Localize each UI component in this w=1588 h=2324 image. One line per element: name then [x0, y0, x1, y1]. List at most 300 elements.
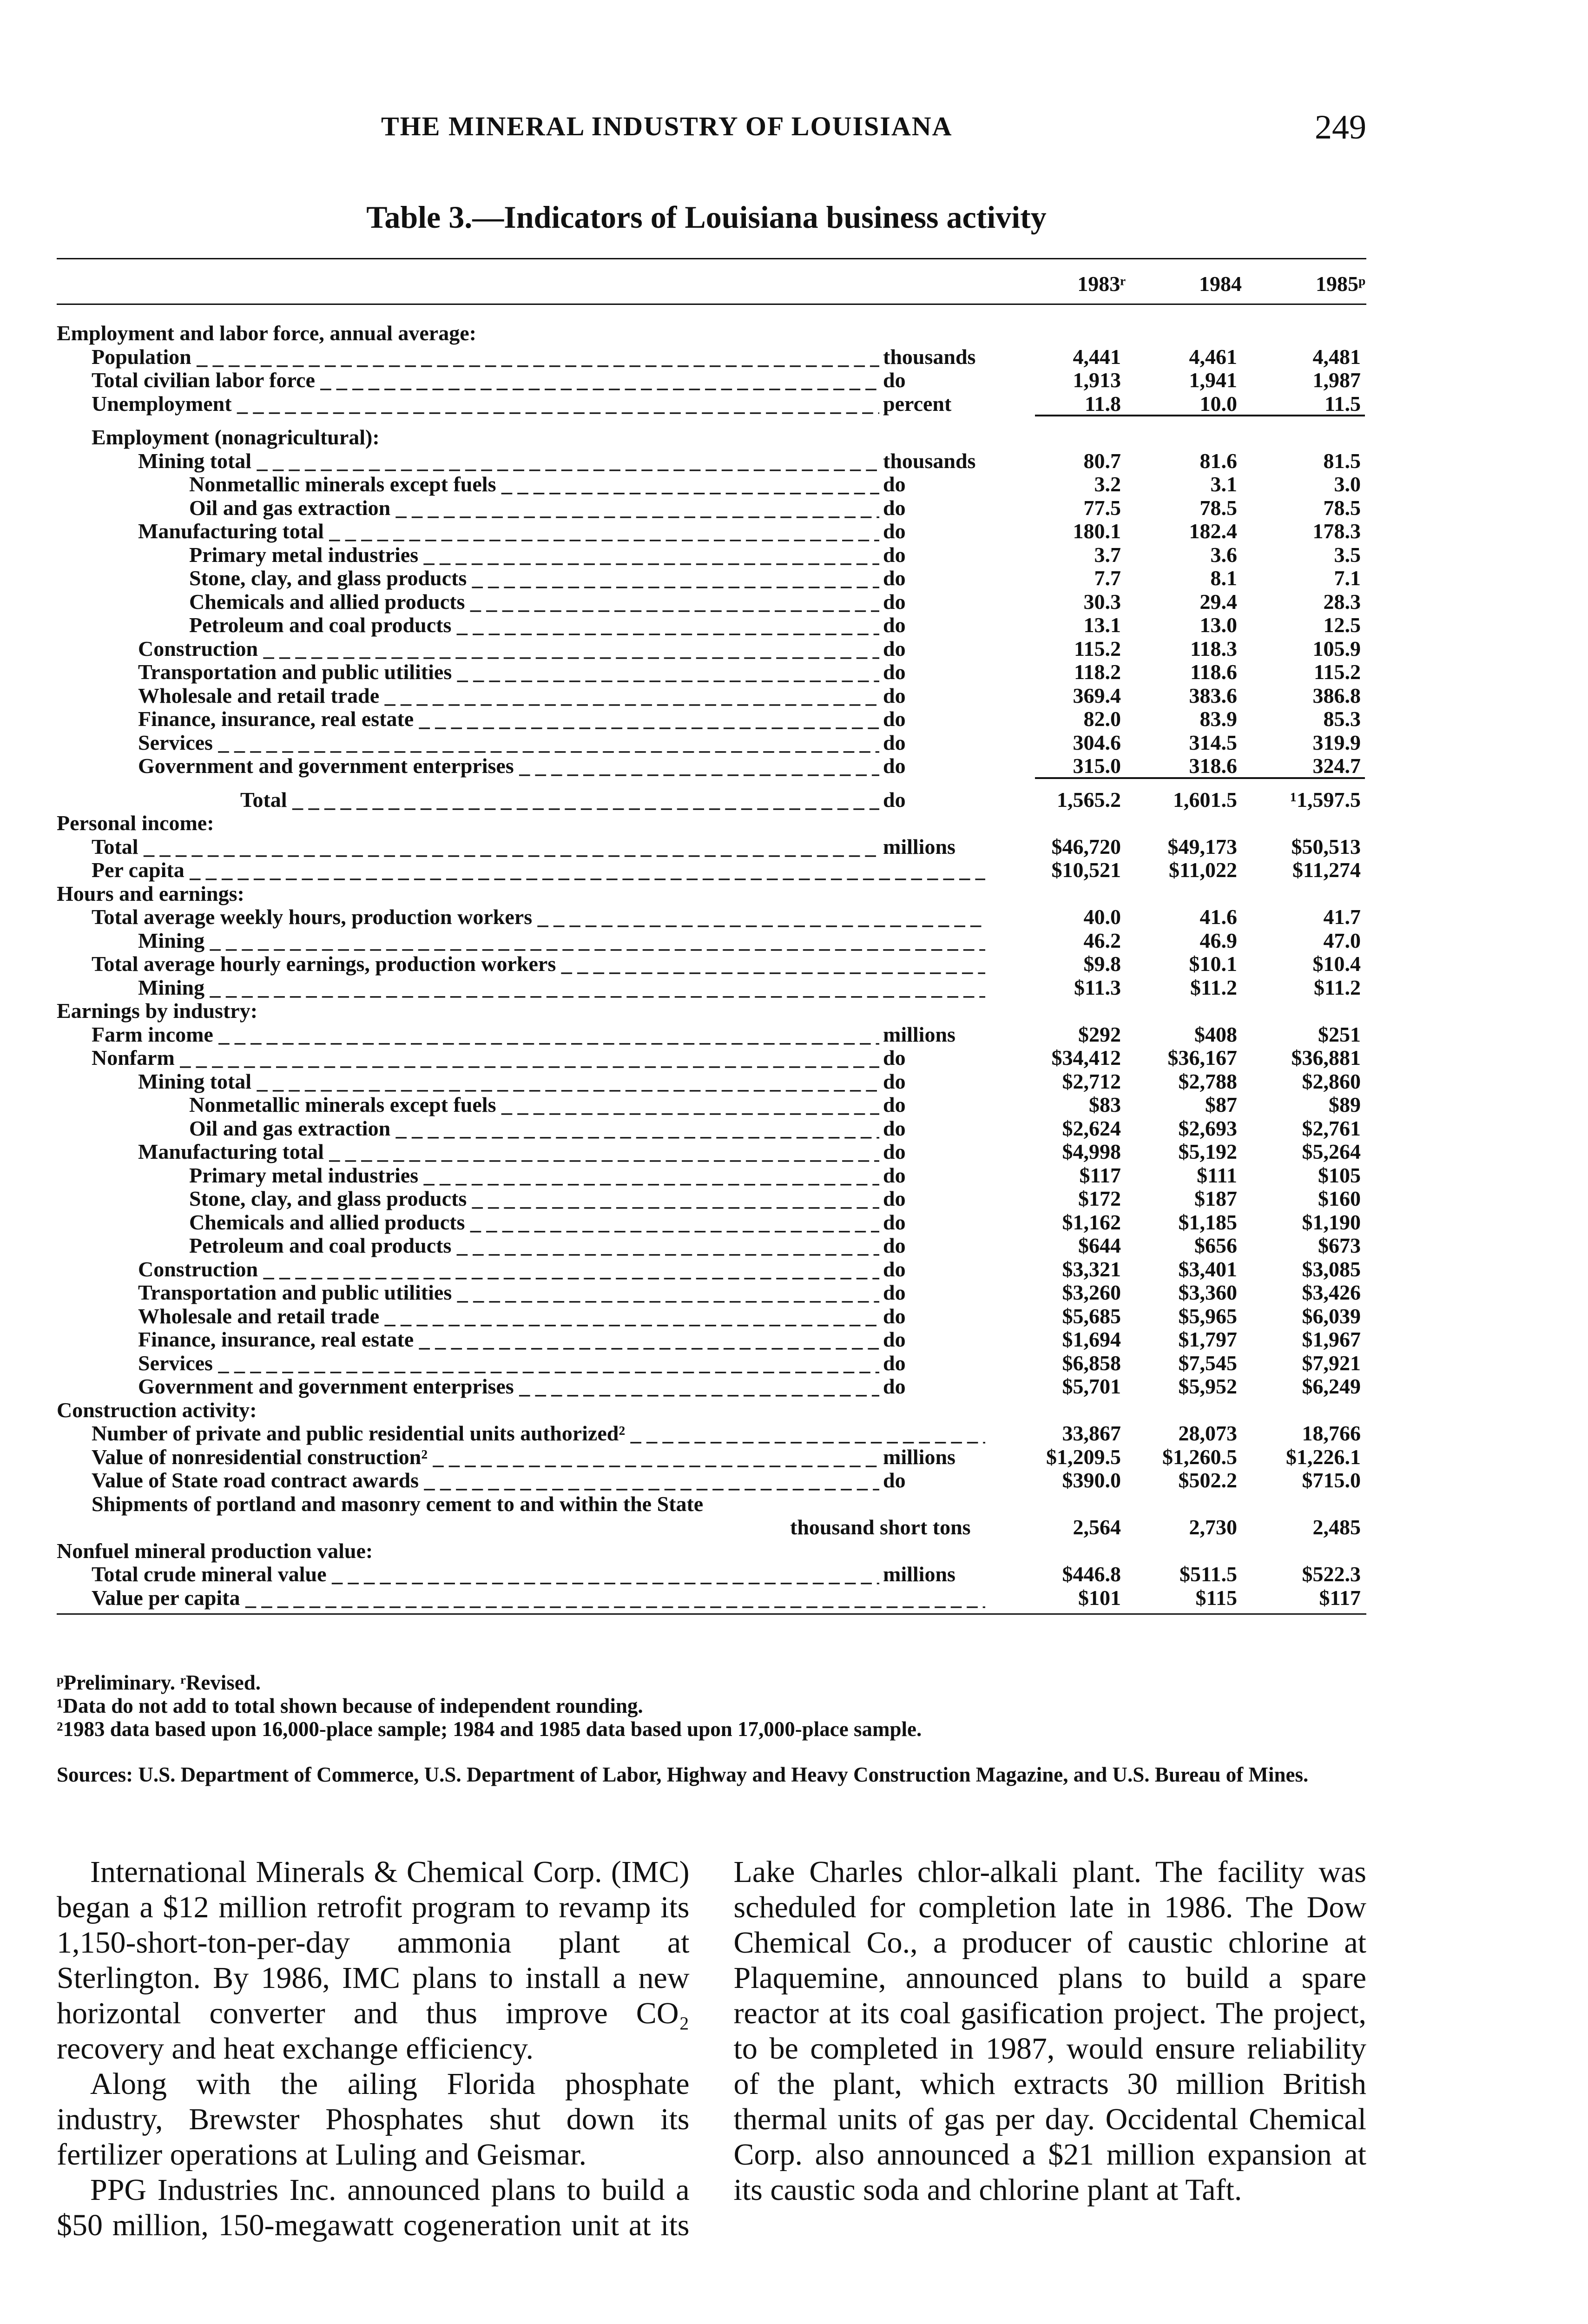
row-value-1984: 29.4	[1199, 589, 1237, 614]
row-value-1985: 3.5	[1334, 542, 1361, 567]
row-value-1984: 118.3	[1190, 636, 1237, 660]
row-value-1985: 81.5	[1323, 449, 1361, 473]
row-label: Manufacturing total _ _ _	[57, 1140, 985, 1164]
table-body	[57, 322, 1366, 1610]
row-unit: do	[879, 520, 985, 543]
row-value-1984: 81.6	[1199, 449, 1237, 473]
row-value-1984: $111	[1197, 1163, 1237, 1187]
row-label: Construction _ _ _	[57, 637, 985, 661]
row-label-cell	[57, 1539, 985, 1563]
row-label: Oil and gas extraction _ _ _	[57, 496, 985, 520]
row-label-cell	[57, 1563, 985, 1586]
table-row	[57, 520, 1366, 543]
row-value-1983: $11.3	[1074, 975, 1121, 999]
row-label-cell	[57, 520, 985, 543]
table-section-heading	[57, 1539, 1366, 1563]
row-value-1984: $2,693	[1178, 1116, 1237, 1140]
row-value-1984: 1,601.5	[1173, 787, 1237, 812]
table-row	[57, 1352, 1366, 1375]
table-row	[57, 1234, 1366, 1258]
row-label-cell	[57, 345, 985, 369]
table-row	[57, 637, 1366, 661]
row-label: Total crude mineral value _ _ _	[57, 1563, 985, 1586]
row-value-1983: 13.1	[1083, 613, 1121, 637]
row-label-cell	[57, 1070, 985, 1094]
row-value-1983: 33,867	[1062, 1421, 1121, 1445]
row-label-cell	[57, 637, 985, 661]
row-value-1983: $1,694	[1062, 1327, 1121, 1351]
row-label: Value of nonresidential construction² _ _ _	[57, 1446, 985, 1469]
row-value-1985: $5,264	[1302, 1140, 1361, 1163]
table-column-header	[57, 259, 1366, 305]
row-value-1985: $11.2	[1314, 975, 1361, 999]
row-unit: do	[879, 1046, 985, 1070]
row-label: Farm income _ _ _	[57, 1023, 985, 1047]
row-label: Total average hourly earnings, production workers _ _ _	[57, 952, 985, 976]
row-value-1985: 78.5	[1323, 495, 1361, 520]
row-value-1983: 115.2	[1074, 636, 1121, 660]
row-value-1983: $10,521	[1051, 858, 1121, 882]
row-label: Chemicals and allied products _ _ _	[57, 590, 985, 614]
row-value-1984: 41.6	[1199, 905, 1237, 929]
row-value-1984: 2,730	[1189, 1515, 1237, 1539]
table-row	[57, 929, 1366, 953]
row-value-1983: $1,209.5	[1046, 1445, 1121, 1469]
row-unit: do	[879, 1328, 985, 1352]
row-label-cell	[57, 929, 985, 953]
row-value-1985: 324.7	[1312, 754, 1361, 778]
row-unit: do	[879, 1211, 985, 1235]
row-value-1985: $1,226.1	[1286, 1445, 1361, 1469]
row-label-cell	[57, 392, 985, 416]
row-value-1984: $36,167	[1167, 1046, 1237, 1070]
row-unit: do	[879, 1352, 985, 1375]
table-row	[57, 1586, 1366, 1610]
row-value-1983: $4,998	[1062, 1140, 1121, 1163]
row-value-1983: $446.8	[1062, 1562, 1121, 1586]
row-value-1984: $1,797	[1178, 1327, 1237, 1351]
table-row	[57, 369, 1366, 392]
row-value-1983: 82.0	[1083, 707, 1121, 731]
row-value-1984: $5,952	[1178, 1374, 1237, 1398]
row-label: Wholesale and retail trade _ _ _	[57, 684, 985, 708]
row-value-1985: $117	[1319, 1585, 1361, 1610]
row-label-cell	[57, 567, 985, 590]
table-row	[57, 788, 1366, 812]
table-row	[57, 1328, 1366, 1352]
table-row	[57, 473, 1366, 496]
row-label: Transportation and public utilities _ _ _	[57, 660, 985, 684]
row-unit: do	[879, 660, 985, 684]
paragraph-ppg: PPG Industries Inc. announced plans to build a $50 million, 150-megawatt cogeneration unit at its Lake Charles chlor-alkali plant. The facility was scheduled for completion late in 1986. The Dow Chemical Co., a producer of caustic chlorine at Plaquemine, announced plans to build a spare reactor at its coal gasification project. The project, to be completed in 1987, would ensure reliability of the plant, which extracts 30 million British thermal units of gas per day. Occidental Chemical Corp. also announced a $21 million expansion at its caustic soda and chlorine plant at Taft.	[57, 1855, 1366, 2242]
row-unit: thousand short tons	[786, 1516, 985, 1539]
table-row	[57, 731, 1366, 755]
row-value-1984: $502.2	[1178, 1468, 1237, 1492]
row-value-1983: $5,701	[1062, 1374, 1121, 1398]
row-value-1983: 11.8	[1085, 391, 1121, 416]
row-unit: do	[879, 1375, 985, 1399]
row-value-1985: $673	[1318, 1234, 1361, 1257]
row-value-1984: 1,941	[1189, 368, 1237, 392]
row-value-1985: 18,766	[1302, 1421, 1361, 1445]
row-label: Value per capita _ _ _	[57, 1586, 985, 1610]
row-label: Total average weekly hours, production workers _ _ _	[57, 905, 985, 929]
row-value-1985: $3,426	[1302, 1281, 1361, 1304]
row-unit: do	[879, 1187, 985, 1211]
row-value-1984: 10.0	[1199, 391, 1237, 416]
row-unit: percent	[879, 392, 985, 416]
row-label: Nonmetallic minerals except fuels _ _ _	[57, 1093, 985, 1117]
row-value-1983: $390.0	[1062, 1468, 1121, 1492]
table-row	[57, 1563, 1366, 1586]
row-value-1983: $83	[1089, 1093, 1121, 1116]
row-unit: do	[879, 1093, 985, 1117]
row-value-1985: $160	[1318, 1187, 1361, 1210]
row-unit: do	[879, 1070, 985, 1094]
sources-note: Sources: U.S. Department of Commerce, U.S. Department of Labor, Highway and Heavy Construction Magazine, and U.S. Bureau of Mines.	[57, 1763, 1309, 1786]
row-unit: thousands	[879, 345, 985, 369]
row-value-1985: $2,860	[1302, 1069, 1361, 1093]
row-value-1983: $101	[1078, 1585, 1121, 1610]
row-label-cell	[57, 1375, 985, 1399]
row-label-cell	[57, 322, 985, 345]
row-value-1983: 118.2	[1074, 660, 1121, 684]
row-label-cell	[57, 426, 985, 449]
row-label-cell	[57, 1093, 985, 1117]
row-value-1985: 386.8	[1312, 683, 1361, 707]
row-label: Mining _ _ _	[57, 929, 985, 953]
table-row	[57, 1023, 1366, 1047]
row-value-1984: 83.9	[1199, 707, 1237, 731]
table-row	[57, 1117, 1366, 1141]
row-label: Petroleum and coal products _ _ _	[57, 1234, 985, 1258]
row-label-cell	[57, 1399, 985, 1422]
row-label: Population _ _ _	[57, 345, 985, 369]
row-label-cell	[57, 976, 985, 1000]
row-value-1984: 118.6	[1190, 660, 1237, 684]
row-value-1985: $3,085	[1302, 1257, 1361, 1281]
row-value-1984: 78.5	[1199, 495, 1237, 520]
table-row	[57, 952, 1366, 976]
row-value-1985: 4,481	[1312, 344, 1361, 369]
row-label: Manufacturing total _ _ _	[57, 520, 985, 543]
row-label-cell	[57, 1516, 985, 1539]
table-row	[57, 1070, 1366, 1094]
row-label: Number of private and public residential units authorized² _ _ _	[57, 1422, 985, 1446]
row-label-cell	[57, 1586, 985, 1610]
row-value-1983: $117	[1079, 1163, 1121, 1187]
table-section-heading	[57, 426, 1366, 449]
row-unit: do	[879, 637, 985, 661]
table-row	[57, 449, 1366, 473]
row-value-1984: $1,185	[1178, 1210, 1237, 1234]
row-unit: do	[879, 473, 985, 496]
table-row	[57, 1305, 1366, 1328]
row-label: Per capita _ _ _	[57, 858, 985, 882]
row-value-1984: $187	[1194, 1187, 1237, 1210]
row-value-1983: 4,441	[1073, 344, 1121, 369]
table-row	[57, 543, 1366, 567]
row-value-1983: 40.0	[1083, 905, 1121, 929]
row-value-1984: $11,022	[1169, 858, 1237, 882]
row-value-1983: 46.2	[1083, 928, 1121, 952]
row-value-1985: 11.5	[1324, 391, 1361, 416]
row-label: Earnings by industry:	[57, 999, 258, 1023]
row-value-1985: 85.3	[1323, 707, 1361, 731]
footnote-1: ¹Data do not add to total shown because of independent rounding.	[57, 1694, 643, 1717]
table-row	[57, 1187, 1366, 1211]
row-value-1983: 369.4	[1073, 683, 1121, 707]
row-label-cell	[57, 1211, 985, 1235]
row-value-1983: 2,564	[1073, 1515, 1121, 1539]
row-label: Mining total _ _ _	[57, 449, 985, 473]
table-spacer-row	[57, 416, 1366, 426]
page-number: 249	[1315, 108, 1366, 146]
row-value-1985: $11,274	[1292, 858, 1361, 882]
row-label: Services _ _ _	[57, 1352, 985, 1375]
row-value-1984: 46.9	[1199, 928, 1237, 952]
row-value-1983: 315.0	[1073, 754, 1121, 778]
row-label: Government and government enterprises _ _ _	[57, 1375, 985, 1399]
row-label: Personal income:	[57, 812, 214, 835]
table-row	[57, 345, 1366, 369]
table-row	[57, 567, 1366, 590]
row-unit: do	[879, 684, 985, 708]
table-row	[57, 1469, 1366, 1492]
row-unit: do	[879, 788, 985, 812]
table-row	[57, 684, 1366, 708]
row-label: Construction _ _ _	[57, 1258, 985, 1281]
table-row	[57, 1258, 1366, 1281]
table-row	[57, 976, 1366, 1000]
row-unit: do	[879, 543, 985, 567]
row-value-1983: $2,712	[1062, 1069, 1121, 1093]
row-value-1985: $715.0	[1302, 1468, 1361, 1492]
row-unit: do	[879, 1234, 985, 1258]
table-row	[57, 1093, 1366, 1117]
row-value-1985: 3.0	[1334, 472, 1361, 496]
table-row	[57, 754, 1366, 778]
row-label-cell	[57, 1140, 985, 1164]
row-value-1984: $115	[1195, 1585, 1237, 1610]
row-label-cell	[57, 496, 985, 520]
row-label-cell	[57, 707, 985, 731]
row-label-cell	[57, 1281, 985, 1305]
row-label-cell	[57, 731, 985, 755]
table-section-heading	[57, 1399, 1366, 1422]
page-header	[56, 108, 1366, 152]
column-header-1984: 1984	[1199, 272, 1242, 296]
row-value-1984: $11.2	[1190, 975, 1237, 999]
row-value-1983: 7.7	[1094, 566, 1121, 590]
table-row	[57, 1046, 1366, 1070]
row-value-1983: $6,858	[1062, 1351, 1121, 1375]
row-label-cell	[57, 882, 985, 906]
row-label-cell	[57, 1023, 985, 1047]
row-label-cell	[57, 1164, 985, 1188]
row-label-cell	[57, 905, 985, 929]
row-value-1984: 383.6	[1189, 683, 1237, 707]
row-value-1983: 3.2	[1094, 472, 1121, 496]
row-label: Total _ _ _	[57, 835, 985, 859]
row-value-1985: $251	[1318, 1022, 1361, 1046]
row-value-1983: $2,624	[1062, 1116, 1121, 1140]
row-value-1984: $10.1	[1189, 952, 1237, 976]
body-text	[57, 1855, 1366, 2243]
row-label: Nonmetallic minerals except fuels _ _ _	[57, 473, 985, 496]
row-unit: millions	[879, 1023, 985, 1047]
paragraph-imc: International Minerals & Chemical Corp. (IMC) began a $12 million retrofit program to revamp its 1,150-short-ton-per-day ammonia plant at Sterlington. By 1986, IMC plans to install a new horizontal converter and thus improve CO₂ recovery and heat exchange efficiency.	[57, 1855, 690, 2066]
row-value-1985: 7.1	[1334, 566, 1361, 590]
row-value-1985: 2,485	[1312, 1515, 1361, 1539]
table-section-heading	[57, 1492, 1366, 1516]
row-value-1984: $7,545	[1178, 1351, 1237, 1375]
table-row	[57, 1211, 1366, 1235]
row-value-1984: $5,192	[1178, 1140, 1237, 1163]
row-label: Total _ _ _	[57, 788, 985, 812]
row-value-1984: 3.1	[1210, 472, 1237, 496]
row-label: Employment (nonagricultural):	[92, 426, 380, 449]
row-label: Nonfarm _ _ _	[57, 1046, 985, 1070]
row-value-1984: 3.6	[1210, 542, 1237, 567]
table-title: Table 3.—Indicators of Louisiana business activity	[366, 199, 1047, 235]
table-row	[57, 1375, 1366, 1399]
header-gap	[57, 305, 1366, 322]
row-label-cell	[57, 473, 985, 496]
row-value-1983: $9.8	[1083, 952, 1121, 976]
row-label-cell	[57, 369, 985, 392]
row-value-1983: 3.7	[1094, 542, 1121, 567]
row-value-1985: $6,249	[1302, 1374, 1361, 1398]
row-value-1985: $2,761	[1302, 1116, 1361, 1140]
row-value-1984: 314.5	[1189, 730, 1237, 754]
column-header-1983: 1983ʳ	[1077, 272, 1126, 296]
footnote-markers: ᵖPreliminary. ʳRevised.	[57, 1671, 261, 1694]
footnote-2: ²1983 data based upon 16,000-place sample; 1984 and 1985 data based upon 17,000-place sample.	[57, 1717, 922, 1741]
row-label: Shipments of portland and masonry cement to and within the State	[92, 1492, 704, 1516]
row-label-cell	[57, 1046, 985, 1070]
row-value-1983: $34,412	[1051, 1046, 1121, 1070]
table-row	[57, 1164, 1366, 1188]
row-value-1985: 105.9	[1312, 636, 1361, 660]
row-label-cell	[57, 1305, 985, 1328]
row-label: Nonfuel mineral production value:	[57, 1539, 373, 1563]
row-label-cell	[57, 858, 985, 882]
table-row	[57, 614, 1366, 637]
row-label-cell	[57, 449, 985, 473]
table-row	[57, 392, 1366, 416]
row-value-1985: 47.0	[1323, 928, 1361, 952]
row-label: Finance, insurance, real estate _ _ _	[57, 1328, 985, 1352]
row-unit: do	[879, 754, 985, 778]
row-label: Construction activity:	[57, 1398, 257, 1422]
table-section-heading	[57, 812, 1366, 835]
row-label: Primary metal industries _ _ _	[57, 1164, 985, 1188]
row-unit: do	[879, 1305, 985, 1328]
running-title: THE MINERAL INDUSTRY OF LOUISIANA	[381, 111, 953, 141]
row-value-1983: $292	[1078, 1022, 1121, 1046]
row-unit: do	[879, 590, 985, 614]
table-row	[57, 858, 1366, 882]
row-value-1983: 1,913	[1073, 368, 1121, 392]
row-value-1985: $105	[1318, 1163, 1361, 1187]
row-value-1985: $10.4	[1312, 952, 1361, 976]
row-value-1985: $522.3	[1302, 1562, 1361, 1586]
row-value-1985: 12.5	[1323, 613, 1361, 637]
row-label: Primary metal industries _ _ _	[57, 543, 985, 567]
paragraph-brewster: Along with the ailing Florida phosphate industry, Brewster Phosphates shut down its fertilizer operations at Luling and Geismar.	[57, 2067, 690, 2172]
row-unit: do	[879, 1117, 985, 1141]
row-value-1983: 1,565.2	[1057, 787, 1121, 812]
row-label-cell	[57, 684, 985, 708]
row-value-1983: 180.1	[1073, 519, 1121, 543]
row-label: Chemicals and allied products _ _ _	[57, 1211, 985, 1235]
row-label-cell	[57, 788, 985, 812]
row-value-1984: 8.1	[1210, 566, 1237, 590]
row-value-1985: ¹1,597.5	[1290, 787, 1361, 812]
row-value-1983: $5,685	[1062, 1304, 1121, 1328]
row-value-1985: 28.3	[1323, 589, 1361, 614]
table-section-heading	[57, 999, 1366, 1023]
table-row	[57, 1446, 1366, 1469]
row-label-cell	[57, 1352, 985, 1375]
row-label: Finance, insurance, real estate _ _ _	[57, 707, 985, 731]
row-value-1983: $3,260	[1062, 1281, 1121, 1304]
data-table	[57, 258, 1366, 1615]
row-label-cell	[57, 614, 985, 637]
row-value-1985: $89	[1329, 1093, 1361, 1116]
row-label-cell	[57, 835, 985, 859]
row-label: Stone, clay, and glass products _ _ _	[57, 1187, 985, 1211]
row-unit: do	[879, 1258, 985, 1281]
row-value-1984: $1,260.5	[1162, 1445, 1237, 1469]
row-unit: do	[879, 1164, 985, 1188]
row-label-cell	[57, 1492, 985, 1516]
table-section-heading	[57, 882, 1366, 906]
row-label: Services _ _ _	[57, 731, 985, 755]
row-label-cell	[57, 1258, 985, 1281]
row-label-cell	[57, 1117, 985, 1141]
row-label-cell	[57, 754, 985, 778]
row-value-1985: $1,190	[1302, 1210, 1361, 1234]
row-label: Petroleum and coal products _ _ _	[57, 614, 985, 637]
row-label: Wholesale and retail trade _ _ _	[57, 1305, 985, 1328]
row-label: Mining total _ _ _	[57, 1070, 985, 1094]
table-row	[57, 496, 1366, 520]
row-value-1985: $1,967	[1302, 1327, 1361, 1351]
row-unit: millions	[879, 1563, 985, 1586]
row-value-1983: $1,162	[1062, 1210, 1121, 1234]
row-value-1983: 80.7	[1083, 449, 1121, 473]
row-label: Mining _ _ _	[57, 976, 985, 1000]
table-footnotes	[57, 1671, 1366, 1786]
table-row	[57, 590, 1366, 614]
row-label-cell	[57, 1469, 985, 1492]
row-value-1985: 178.3	[1312, 519, 1361, 543]
row-value-1985: 319.9	[1312, 730, 1361, 754]
table-row	[57, 707, 1366, 731]
row-unit: millions	[879, 1446, 985, 1469]
row-unit: do	[879, 567, 985, 590]
row-value-1984: $5,965	[1178, 1304, 1237, 1328]
row-label-cell	[57, 952, 985, 976]
row-label-cell	[57, 590, 985, 614]
row-label: Hours and earnings:	[57, 882, 244, 905]
row-label: Value of State road contract awards _ _ _	[57, 1469, 985, 1492]
row-label-cell	[57, 1422, 985, 1446]
table-section-heading	[57, 322, 1366, 345]
row-value-1983: 304.6	[1073, 730, 1121, 754]
